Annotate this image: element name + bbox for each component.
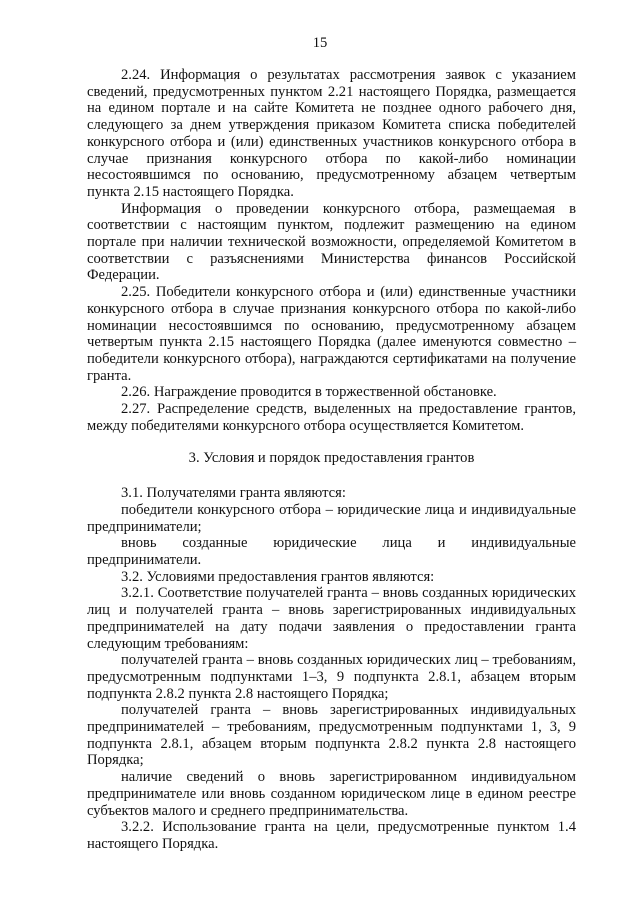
paragraph-info-placement: Информация о проведении конкурсного отбора, размещаемая в соответствии с настоящим пунктом, подлежит размещению на едином портале при наличии технической возможности, определяемой Комитетом в соответствии с разъяснениями Министерства финансов Российской Федерации. (87, 200, 576, 284)
document-body (87, 67, 576, 853)
paragraph-requirements-legal: получателей гранта – вновь созданных юридических лиц – требованиям, предусмотренным подпунктами 1–3, 9 подпункта 2.8.1, абзацем вторым подпункта 2.8.2 пункта 2.8 настоящего Порядка; (87, 652, 576, 702)
paragraph-2-24: 2.24. Информация о результатах рассмотрения заявок с указанием сведений, предусмотренных пунктом 2.21 настоящего Порядка, размещается на едином портале и на сайте Комитета не позднее одного рабочего дня, следующего за днем утверждения приказом Комитета списка победителей конкурсного отбора и (или) единственных участников конкурсного отбора в случае признания конкурсного отбора по какой-либо номинации несостоявшимся по основанию, предусмотренному абзацем четвертым пункта 2.15 настоящего Порядка. (87, 67, 576, 200)
paragraph-3-2-1: 3.2.1. Соответствие получателей гранта – вновь созданных юридических лиц и получателей гранта – вновь зарегистрированных индивидуальных предпринимателей на дату подачи заявления о предоставлении гранта следующим требованиям: (87, 585, 576, 652)
paragraph-registry: наличие сведений о вновь зарегистрированном индивидуальном предпринимателе или вновь созданном юридическом лице в едином реестре субъектов малого и среднего предпринимательства. (87, 769, 576, 819)
paragraph-2-25: 2.25. Победители конкурсного отбора и (или) единственные участники конкурсного отбора в случае признания конкурсного отбора по какой-либо номинации несостоявшимся по основанию, предусмотренному абзацем четвертым пункта 2.15 настоящего Порядка (далее именуются совместно – победители конкурсного отбора), награждаются сертификатами на получение гранта. (87, 284, 576, 384)
paragraph-2-27: 2.27. Распределение средств, выделенных на предоставление грантов, между победителями конкурсного отбора осуществляется Комитетом. (87, 401, 576, 434)
paragraph-3-2: 3.2. Условиями предоставления грантов являются: (121, 568, 435, 585)
page-number: 15 (312, 35, 328, 51)
paragraph-3-1: 3.1. Получателями гранта являются: (121, 485, 346, 502)
paragraph-3-2-2: 3.2.2. Использование гранта на цели, предусмотренные пунктом 1.4 настоящего Порядка. (87, 819, 576, 852)
paragraph-recipients-winners: победители конкурсного отбора – юридические лица и индивидуальные предприниматели; (87, 501, 576, 535)
paragraph-2-26: 2.26. Награждение проводится в торжественной обстановке. (121, 384, 497, 401)
paragraph-requirements-individual: получателей гранта – вновь зарегистрированных индивидуальных предпринимателей – требованиям, предусмотренным подпунктами 1, 3, 9 подпункта 2.8.1, абзацем вторым подпункта 2.8.2 пункта 2.8 настоящего Порядка; (87, 702, 576, 769)
paragraph-recipients-new: вновь созданные юридические лица и индивидуальные предприниматели. (87, 535, 576, 568)
section-heading: 3. Условия и порядок предоставления грантов (188, 450, 475, 467)
